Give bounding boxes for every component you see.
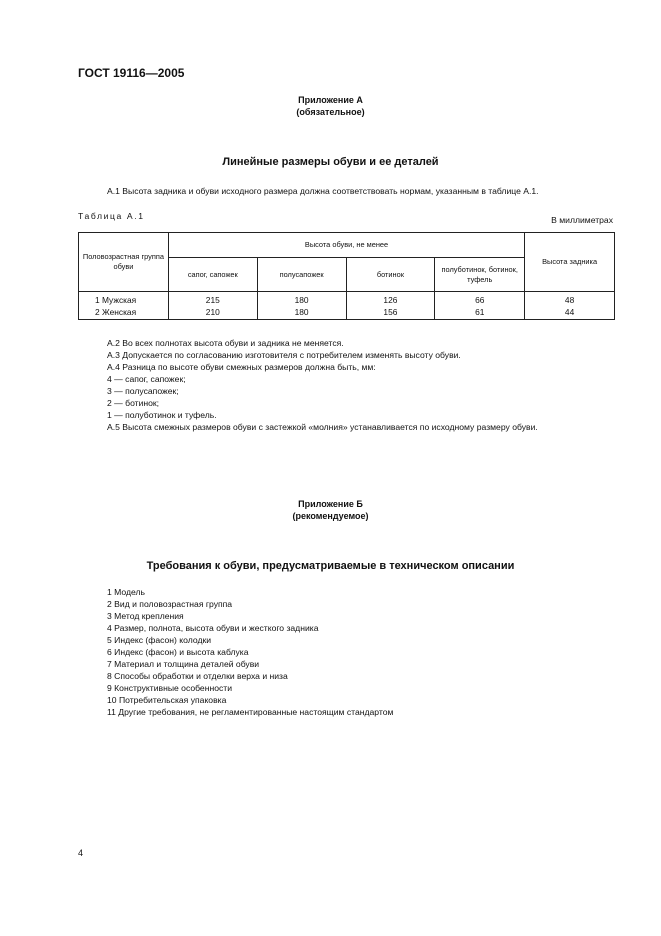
appendix-a-heading: Линейные размеры обуви и ее деталей: [222, 156, 439, 168]
cell-value: 180: [257, 306, 346, 320]
list-item: 9 Конструктивные особенности: [107, 683, 233, 693]
sub-header-half-boots: полусапожек: [257, 258, 346, 292]
cell-value: 156: [346, 306, 435, 320]
list-item: 3 Метод крепления: [107, 611, 184, 621]
note-a4-item: 2 — ботинок;: [107, 398, 160, 408]
document-id: ГОСТ 19116—2005: [78, 66, 185, 80]
list-item: 1 Модель: [107, 587, 146, 597]
requirements-list: [107, 586, 393, 718]
note-a4-item: 1 — полуботинок и туфель.: [107, 410, 217, 420]
list-item: 8 Способы обработки и отделки верха и низа: [107, 671, 288, 681]
appendix-a-title: Приложение А: [298, 95, 363, 105]
sub-header-ankle-boots: ботинок: [346, 258, 435, 292]
cell-value: 180: [257, 292, 346, 307]
list-item: 6 Индекс (фасон) и высота каблука: [107, 647, 249, 657]
cell-heel: 44: [525, 306, 615, 320]
list-item: 11 Другие требования, не регламентированные настоящим стандартом: [107, 707, 394, 717]
table-unit: В миллиметрах: [551, 215, 613, 225]
col-header-group: Половозрастная группа обуви: [79, 233, 169, 292]
paragraph-a1: А.1 Высота задника и обуви исходного размера должна соответствовать нормам, указанным в таблице А.1.: [107, 186, 539, 196]
sub-header-shoes: полуботинок, ботинок, туфель: [435, 258, 525, 292]
sub-header-boots: сапог, сапожек: [168, 258, 257, 292]
note-a4: А.4 Разница по высоте обуви смежных размеров должна быть, мм:: [107, 362, 376, 372]
list-item: 10 Потребительская упаковка: [107, 695, 227, 705]
appendix-b-status: (рекомендуемое): [292, 511, 369, 521]
list-item: 5 Индекс (фасон) колодки: [107, 635, 212, 645]
note-a2: А.2 Во всех полнотах высота обуви и задника не меняется.: [107, 338, 344, 348]
page-number: 4: [78, 848, 84, 858]
cell-value: 210: [168, 306, 257, 320]
cell-group: 1 Мужская: [79, 292, 169, 307]
cell-value: 215: [168, 292, 257, 307]
note-a5: А.5 Высота смежных размеров обуви с застежкой «молния» устанавливается по исходному размеру обуви.: [107, 422, 538, 432]
cell-value: 66: [435, 292, 525, 307]
notes-list: [107, 337, 538, 433]
appendix-b-title: Приложение Б: [298, 499, 363, 509]
table-caption: Таблица А.1: [78, 211, 145, 221]
table-row: [79, 292, 615, 307]
appendix-b-heading: Требования к обуви, предусматриваемые в техническом описании: [146, 560, 515, 572]
appendix-a-status: (обязательное): [296, 107, 365, 117]
cell-heel: 48: [525, 292, 615, 307]
note-a4-item: 3 — полусапожек;: [107, 386, 179, 396]
cell-value: 61: [435, 306, 525, 320]
list-item: 2 Вид и половозрастная группа: [107, 599, 233, 609]
cell-value: 126: [346, 292, 435, 307]
table-row: [79, 306, 615, 320]
col-header-height: Высота обуви, не менее: [168, 233, 524, 258]
col-header-heel: Высота задника: [525, 233, 615, 292]
list-item: 4 Размер, полнота, высота обуви и жесткого задника: [107, 623, 319, 633]
note-a4-item: 4 — сапог, сапожек;: [107, 374, 186, 384]
table-a1: [78, 232, 615, 320]
cell-group: 2 Женская: [79, 306, 169, 320]
list-item: 7 Материал и толщина деталей обуви: [107, 659, 260, 669]
note-a3: А.3 Допускается по согласованию изготовителя с потребителем изменять высоту обуви.: [107, 350, 461, 360]
